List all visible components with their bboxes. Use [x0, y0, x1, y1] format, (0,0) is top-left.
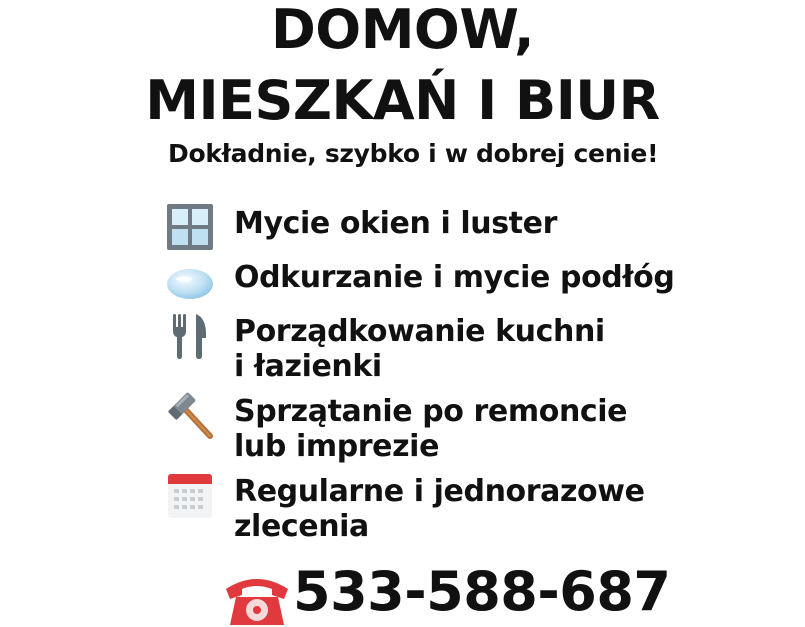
- title-line-2: MIESZKAŃ I BIUR: [145, 69, 660, 132]
- telephone-icon: [222, 567, 292, 627]
- calendar-icon: [166, 472, 214, 520]
- hammer-icon: [166, 392, 214, 440]
- service-label-line-1: Mycie okien i luster: [234, 206, 557, 241]
- subtitle: Dokładnie, szybko i w dobrej cenie!: [168, 139, 659, 168]
- soap-bar-icon: [166, 258, 214, 306]
- service-label-line-1: Sprzątanie po remoncie: [234, 394, 628, 429]
- service-label-line-2: lub imprezie: [234, 429, 440, 464]
- service-label-line-2: zlecenia: [234, 509, 369, 544]
- phone-number[interactable]: 533-588-687: [293, 560, 671, 623]
- service-label-line-2: i łazienki: [234, 349, 382, 384]
- service-label-line-1: Regularne i jednorazowe: [234, 474, 645, 509]
- service-label-line-1: Porządkowanie kuchni: [234, 314, 605, 349]
- window-icon: [166, 203, 214, 251]
- fork-knife-icon: [166, 312, 214, 360]
- title-line-1: DOMOW,: [270, 0, 535, 61]
- service-label-line-1: Odkurzanie i mycie podłóg: [234, 260, 675, 295]
